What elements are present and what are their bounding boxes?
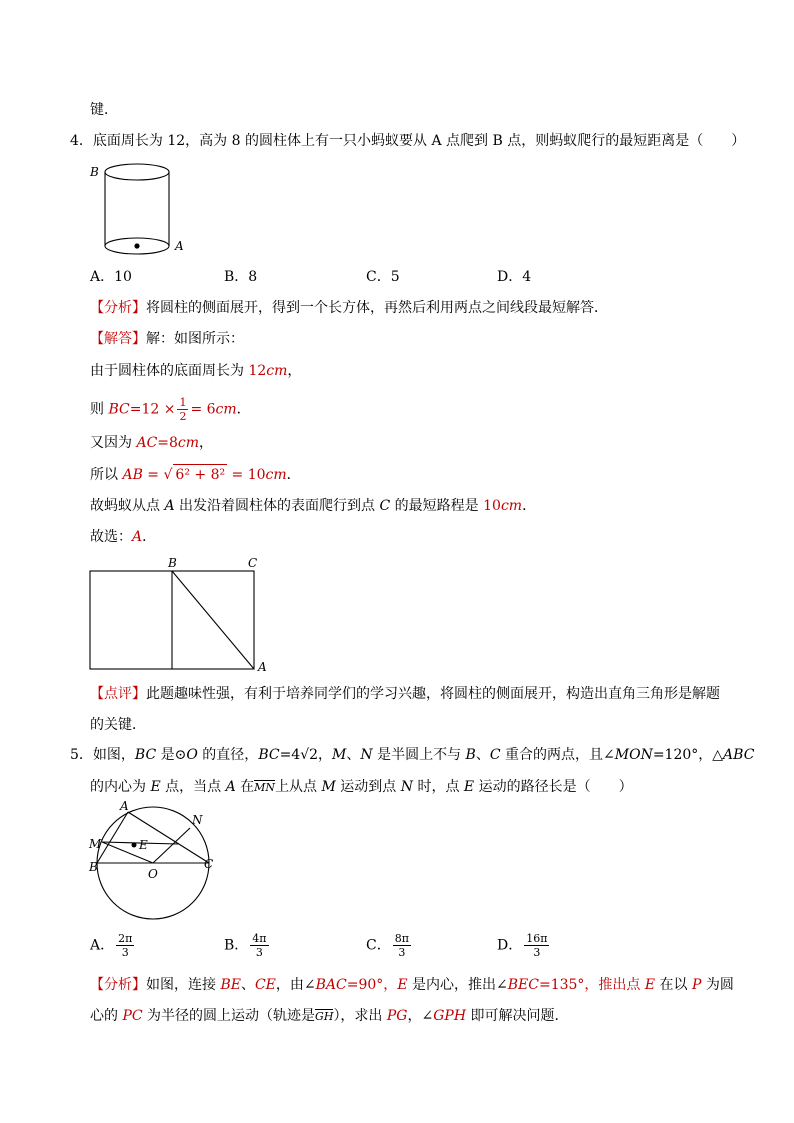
text: ．: [142, 529, 157, 545]
q4-option-b[interactable]: B．8: [224, 269, 258, 285]
arc-gh: GH: [315, 1010, 334, 1023]
text: 在: [235, 779, 255, 795]
numerator: 16π: [526, 932, 548, 945]
q4-solution-line-3: [90, 433, 213, 453]
arc-mn: MN: [254, 781, 276, 794]
text: 出发沿着圆柱体的表面爬行到点: [174, 498, 380, 514]
denominator: 2: [179, 410, 187, 423]
q4-stem-text: 底面周长为 12，高为 8 的圆柱体上有一只小蚂蚁要从 A 点爬到 B 点，则蚂蚁爬行的最短距离是（ ）: [92, 133, 746, 149]
sqrt-expression: 6² + 8²: [173, 464, 227, 485]
text: =135°，推出点: [538, 977, 645, 993]
option-fraction: [250, 932, 268, 959]
text: =90°，: [346, 977, 398, 993]
text: 的最短路程是: [390, 498, 484, 514]
q5-option-c[interactable]: [366, 932, 413, 959]
text: M: [332, 747, 347, 763]
text: 是半圆上不与: [372, 747, 466, 763]
text: N: [360, 747, 373, 763]
text: MON: [614, 747, 653, 763]
rect-label-c: C: [248, 556, 258, 570]
text: ABC: [723, 747, 755, 763]
text: P: [692, 977, 702, 993]
text: B: [465, 747, 476, 763]
text: 故蚂蚁从点: [90, 498, 165, 514]
denominator: 3: [255, 946, 263, 959]
q5-analysis-tag: 【分析】: [90, 977, 146, 993]
text: ，由∠: [275, 977, 316, 993]
fig-label-m: M: [89, 837, 102, 851]
text: E: [150, 779, 161, 795]
q5-circle-figure: [88, 799, 228, 928]
text: 此题趣味性强，有利于培养同学们的学习兴趣，将圆柱的侧面展开，构造出直角三角形是解题: [146, 686, 720, 702]
text: A: [132, 529, 143, 545]
text: 又因为: [90, 435, 137, 451]
text: BC: [258, 747, 280, 763]
q5-stem-line-1: [70, 745, 754, 765]
option-letter: A．: [90, 937, 115, 954]
text: ，: [287, 363, 302, 379]
text: ．: [286, 467, 301, 483]
text: =120°，△: [652, 747, 724, 763]
fig-label-b: B: [89, 860, 98, 874]
text: BC: [108, 401, 130, 418]
text: O: [186, 747, 198, 763]
text: A: [164, 498, 175, 514]
text: 心的: [90, 1008, 123, 1024]
q4-solution-line-4: 所以 AB = √ 6² + 8² = 10cm．: [90, 464, 301, 485]
text: E: [463, 779, 475, 795]
text: 为半径的圆上运动（轨迹是: [142, 1008, 316, 1024]
text: 上从点: [275, 779, 322, 795]
q4-analysis-text: 将圆柱的侧面展开，得到一个长方体，再然后利用两点之间线段最短解答．: [146, 300, 608, 316]
fig-label-a: A: [120, 799, 129, 813]
text: 在以: [655, 977, 693, 993]
text: ．: [522, 498, 537, 514]
q4-option-a[interactable]: A．10: [90, 269, 132, 285]
text: N: [400, 779, 414, 795]
q4-answer-tag: 【解答】: [90, 331, 146, 347]
q4-option-c[interactable]: C．5: [366, 269, 400, 285]
q4-solution-line-5: [90, 496, 536, 516]
fig-label-n: N: [192, 813, 203, 827]
text: √2: [300, 747, 319, 763]
text: ．: [236, 401, 251, 418]
rect-label-a: A: [258, 660, 267, 674]
q4-stem: [70, 131, 745, 151]
text: CE: [254, 977, 276, 993]
cylinder-top-ellipse: [105, 164, 169, 180]
option-fraction: [393, 932, 411, 959]
fraction-one-half: [177, 396, 188, 423]
text: 10: [483, 498, 501, 514]
numerator: 2π: [118, 932, 133, 945]
text: BAC: [315, 977, 347, 993]
text: cm: [266, 363, 288, 379]
text: 所以: [90, 467, 123, 483]
text: BE: [220, 977, 241, 993]
text: C: [379, 498, 391, 514]
text: GPH: [433, 1008, 467, 1024]
text: 是⊙: [156, 747, 187, 763]
text: AB: [122, 467, 143, 483]
text: =: [142, 467, 164, 483]
text: 运动到点: [335, 779, 401, 795]
q4-answer-intro: [90, 329, 244, 349]
text: 如图，: [92, 747, 135, 763]
fig-label-c: C: [204, 857, 214, 871]
text: 、: [346, 747, 361, 763]
cylinder-label-a: A: [175, 239, 184, 253]
text: 是内心，推出∠: [407, 977, 508, 993]
carryover-text: 键．: [90, 102, 118, 118]
text: cm: [500, 498, 523, 514]
q4-analysis: [90, 298, 608, 318]
text: PC: [122, 1008, 143, 1024]
text: 的内心为: [90, 779, 151, 795]
text: E: [397, 977, 408, 993]
option-fraction: [524, 932, 549, 959]
segment-on: [153, 828, 190, 863]
q5-analysis-line-2: [90, 1006, 569, 1027]
text: cm: [215, 401, 237, 418]
text: M: [321, 779, 336, 795]
option-letter: D．: [497, 937, 523, 954]
segment-ab: [97, 812, 128, 863]
numerator: 1: [179, 396, 187, 409]
option-letter: C．: [366, 937, 391, 954]
text: ，∠: [407, 1008, 434, 1024]
fig-label-e: E: [139, 838, 148, 852]
q4-cylinder-figure: [88, 160, 198, 260]
text: 12: [248, 363, 267, 379]
text: 、: [240, 977, 255, 993]
cylinder-label-b: B: [90, 165, 99, 179]
text: 重合的两点，且∠: [500, 747, 615, 763]
text: 时，点: [413, 779, 464, 795]
fig-label-o: O: [148, 867, 158, 881]
q5-number: 5．: [70, 747, 93, 763]
text: BC: [134, 747, 157, 763]
q4-comment-tag: 【点评】: [90, 686, 146, 702]
text: 如图，连接: [146, 977, 221, 993]
text: 由于圆柱体的底面周长为: [90, 363, 249, 379]
text: A: [225, 779, 236, 795]
text: ），求出: [333, 1008, 387, 1024]
text: 的直径，: [197, 747, 259, 763]
denominator: 3: [398, 946, 406, 959]
q5-option-a[interactable]: [90, 932, 136, 959]
text: 则: [90, 401, 109, 418]
text: 即可解决问题．: [466, 1008, 569, 1024]
q5-option-b[interactable]: [224, 932, 271, 959]
text: cm: [265, 467, 287, 483]
text: 为圆: [701, 977, 734, 993]
text: 、: [475, 747, 490, 763]
text: PG: [386, 1008, 408, 1024]
q4-option-d[interactable]: D．4: [497, 269, 532, 285]
text: ，: [318, 747, 333, 763]
text: = 6: [190, 401, 216, 418]
text: 点，当点: [160, 779, 226, 795]
denominator: 3: [533, 946, 541, 959]
q4-analysis-tag: 【分析】: [90, 300, 146, 316]
text: =4: [279, 747, 301, 763]
incenter-e: [132, 843, 137, 848]
q4-comment-line-1: [90, 684, 720, 704]
text: BEC: [507, 977, 539, 993]
q5-stem-line-2: [90, 777, 633, 798]
text: =8: [157, 435, 178, 451]
rect-label-b: B: [168, 556, 177, 570]
numerator: 8π: [394, 932, 409, 945]
text: =12 ×: [129, 401, 176, 418]
q5-analysis-line-1: [90, 975, 734, 995]
text: 故选：: [90, 529, 132, 545]
option-fraction: [116, 932, 134, 959]
q5-option-d[interactable]: [497, 932, 551, 959]
text: ，: [199, 435, 214, 451]
text: 运动的路径长是（ ）: [474, 779, 633, 795]
segment-ba: [172, 571, 254, 669]
text: cm: [177, 435, 200, 451]
q4-solution-line-1: [90, 361, 301, 381]
q4-answer-intro-text: 解：如图所示：: [146, 331, 244, 347]
q4-comment-line-2: 的关键．: [90, 717, 146, 733]
denominator: 3: [121, 946, 129, 959]
text: AC: [136, 435, 158, 451]
ant-dot: [134, 243, 139, 248]
text: C: [489, 747, 501, 763]
option-letter: B．: [224, 937, 249, 954]
q4-unfolded-rectangle-figure: [88, 555, 278, 675]
q4-solution-line-2: [90, 396, 251, 423]
q4-solution-line-6: [90, 527, 156, 547]
text: E: [644, 977, 656, 993]
q4-number: 4．: [70, 133, 93, 149]
numerator: 4π: [252, 932, 267, 945]
text: = 10: [227, 467, 266, 483]
